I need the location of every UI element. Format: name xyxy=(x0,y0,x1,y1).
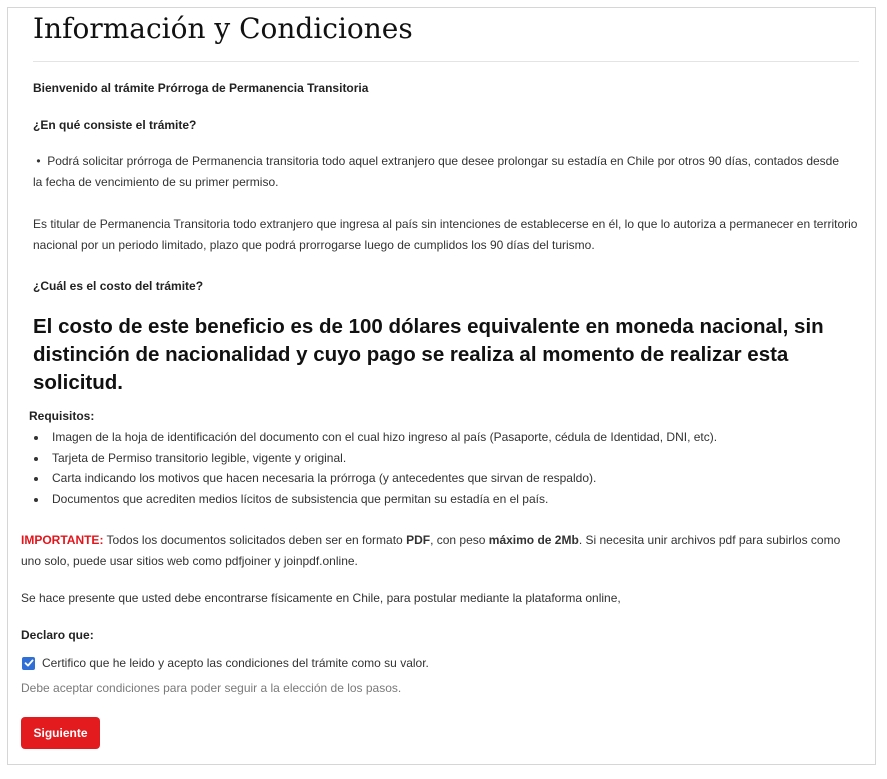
list-item: • Carta indicando los motivos que hacen necesaria la prórroga (y antecedentes que sirvan de respaldo). xyxy=(48,468,717,489)
important-paragraph xyxy=(21,530,851,572)
conditions-hint: Debe aceptar condiciones para poder seguir a la elección de los pasos. xyxy=(21,681,402,695)
conditions-card xyxy=(7,7,876,765)
titular-paragraph: Es titular de Permanencia Transitoria todo extranjero que ingresa al país sin intenciones de establecerse en él, lo que lo autoriza a permanecer en territorio nacional por un periodo limitado, plazo que podrá prorrogarse luego de cumplidos los 90 días del turismo. xyxy=(33,217,858,252)
declaro-label: Declaro que: xyxy=(21,628,94,642)
accept-conditions-checkbox[interactable] xyxy=(22,657,35,670)
important-text-2: , con peso xyxy=(430,533,489,547)
next-button[interactable]: Siguiente xyxy=(21,717,100,749)
welcome-heading: Bienvenido al trámite Prórroga de Permanencia Transitoria xyxy=(33,81,369,95)
accept-conditions-row[interactable] xyxy=(22,656,429,670)
bullet-dot: • xyxy=(33,154,48,168)
list-item: • Documentos que acrediten medios lícitos de subsistencia que permitan su estadía en el país. xyxy=(48,489,717,510)
important-format: PDF xyxy=(406,533,431,547)
bullet-consiste xyxy=(33,151,848,193)
page-title: Información y Condiciones xyxy=(33,12,413,45)
title-divider xyxy=(33,61,859,62)
list-item: • Imagen de la hoja de identificación del documento con el cual hizo ingreso al país (Pasaporte, cédula de Identidad, DNI, etc). xyxy=(48,427,717,448)
check-icon xyxy=(24,658,34,668)
list-item: • Tarjeta de Permiso transitorio legible, vigente y original. xyxy=(48,448,717,469)
cost-statement: El costo de este beneficio es de 100 dólares equivalente en moneda nacional, sin distinción de nacionalidad y cuyo pago se realiza al momento de realizar esta solicitud. xyxy=(33,315,824,394)
important-max: máximo de 2Mb xyxy=(488,533,579,547)
important-text-3: . Si necesita unir archivos pdf para subirlos como uno solo, puede usar sitios web como pdfjoiner y joinpdf.online. xyxy=(21,533,841,568)
requisitos-label: Requisitos: xyxy=(29,409,95,423)
bullet-consiste-text: Podrá solicitar prórroga de Permanencia transitoria todo aquel extranjero que desee prolongar su estadía en Chile por otros 90 días, contados desde la fecha de vencimiento de su primer permiso. xyxy=(33,154,840,189)
accept-conditions-label[interactable]: Certifico que he leido y acepto las condiciones del trámite como su valor. xyxy=(42,656,429,670)
question-consiste: ¿En qué consiste el trámite? xyxy=(33,118,197,132)
requisitos-list xyxy=(30,427,717,509)
important-label: IMPORTANTE: xyxy=(21,533,104,547)
important-text-1: Todos los documentos solicitados deben ser en formato xyxy=(103,533,407,547)
question-costo: ¿Cuál es el costo del trámite? xyxy=(33,279,204,293)
presence-paragraph: Se hace presente que usted debe encontrarse físicamente en Chile, para postular mediante la plataforma online, xyxy=(21,591,621,605)
